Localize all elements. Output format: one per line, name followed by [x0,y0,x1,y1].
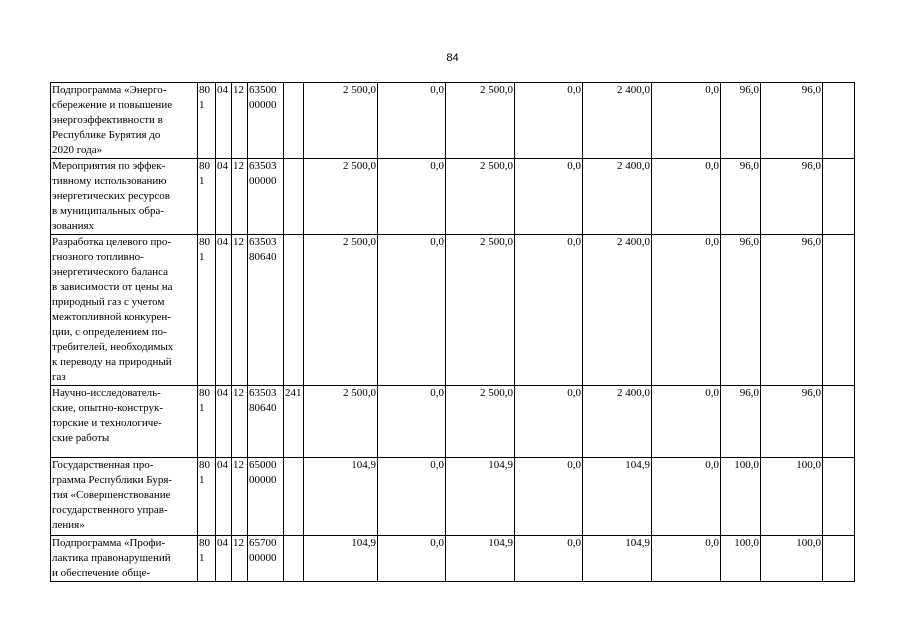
value-cell: 96,0 [761,386,823,458]
code-section: 04 [216,235,232,386]
value-cell: 100,0 [761,458,823,536]
table-row [51,83,855,159]
code-target-article: 65700 00000 [248,536,284,582]
code-section: 04 [216,536,232,582]
value-cell: 96,0 [761,235,823,386]
code-ministry: 801 [198,386,216,458]
value-cell: 2 500,0 [446,386,515,458]
row-name: Научно-исследователь- ские, опытно-конструк- торские и технологиче- ские работы [51,386,198,458]
table-row [51,386,855,458]
value-cell [823,83,855,159]
value-cell: 0,0 [378,386,446,458]
table-row [51,536,855,582]
code-section: 04 [216,386,232,458]
row-name: Подпрограмма «Энерго- сбережение и повышение энергоэффективности в Республике Бурятия до 2020 года» [51,83,198,159]
value-cell: 104,9 [583,536,652,582]
table-body [51,83,855,582]
value-cell: 96,0 [761,83,823,159]
value-cell: 2 400,0 [583,386,652,458]
value-cell: 96,0 [721,159,761,235]
value-cell [823,536,855,582]
value-cell: 0,0 [515,83,583,159]
value-cell: 2 500,0 [446,235,515,386]
row-name: Подпрограмма «Профи- лактика правонарушений и обеспечение обще- [51,536,198,582]
code-ministry: 801 [198,458,216,536]
value-cell: 0,0 [378,458,446,536]
code-target-article: 63500 00000 [248,83,284,159]
code-subsection: 12 [232,536,248,582]
value-cell: 0,0 [652,458,721,536]
code-expense-type [284,536,304,582]
budget-table [50,82,855,582]
value-cell: 0,0 [515,235,583,386]
value-cell: 104,9 [446,536,515,582]
code-ministry: 801 [198,159,216,235]
page-number: 84 [446,52,459,64]
value-cell: 104,9 [446,458,515,536]
value-cell: 2 500,0 [304,235,378,386]
value-cell: 96,0 [721,386,761,458]
value-cell: 100,0 [721,536,761,582]
value-cell: 0,0 [515,536,583,582]
value-cell: 0,0 [652,235,721,386]
value-cell: 0,0 [378,159,446,235]
value-cell: 96,0 [761,159,823,235]
value-cell [823,458,855,536]
code-subsection: 12 [232,159,248,235]
value-cell: 100,0 [761,536,823,582]
value-cell: 2 400,0 [583,159,652,235]
value-cell: 0,0 [378,536,446,582]
code-ministry: 801 [198,235,216,386]
code-ministry: 801 [198,83,216,159]
value-cell: 0,0 [515,458,583,536]
row-name: Мероприятия по эффек- тивному использованию энергетических ресурсов в муниципальных обра- зованиях [51,159,198,235]
row-name: Разработка целевого про- гнозного топливно- энергетического баланса в зависимости от цены на природный газ с учетом межтопливной конкурен- ции, с определением по- требителей, необходимых к переводу на природный газ [51,235,198,386]
code-target-article: 65000 00000 [248,458,284,536]
value-cell: 96,0 [721,83,761,159]
value-cell [823,235,855,386]
value-cell: 2 500,0 [304,83,378,159]
value-cell: 104,9 [304,536,378,582]
code-subsection: 12 [232,458,248,536]
value-cell: 96,0 [721,235,761,386]
value-cell: 104,9 [583,458,652,536]
code-section: 04 [216,458,232,536]
value-cell: 2 500,0 [304,159,378,235]
code-subsection: 12 [232,83,248,159]
value-cell: 100,0 [721,458,761,536]
table-row [51,235,855,386]
code-expense-type [284,159,304,235]
value-cell: 2 500,0 [446,83,515,159]
code-expense-type [284,458,304,536]
code-target-article: 63503 80640 [248,235,284,386]
value-cell [823,159,855,235]
code-subsection: 12 [232,386,248,458]
row-name: Государственная про- грамма Республики Буря- тия «Совершенствование государственного управ- ления» [51,458,198,536]
code-expense-type [284,235,304,386]
table-row [51,458,855,536]
value-cell: 0,0 [652,159,721,235]
value-cell [823,386,855,458]
value-cell: 104,9 [304,458,378,536]
code-ministry: 801 [198,536,216,582]
value-cell: 0,0 [652,83,721,159]
code-subsection: 12 [232,235,248,386]
code-section: 04 [216,83,232,159]
table-row [51,159,855,235]
value-cell: 2 400,0 [583,83,652,159]
code-target-article: 63503 00000 [248,159,284,235]
value-cell: 0,0 [378,235,446,386]
code-expense-type: 241 [284,386,304,458]
value-cell: 0,0 [652,536,721,582]
value-cell: 0,0 [652,386,721,458]
code-expense-type [284,83,304,159]
code-target-article: 63503 80640 [248,386,284,458]
code-section: 04 [216,159,232,235]
value-cell: 2 500,0 [446,159,515,235]
value-cell: 0,0 [515,386,583,458]
value-cell: 2 400,0 [583,235,652,386]
value-cell: 2 500,0 [304,386,378,458]
value-cell: 0,0 [515,159,583,235]
value-cell: 0,0 [378,83,446,159]
